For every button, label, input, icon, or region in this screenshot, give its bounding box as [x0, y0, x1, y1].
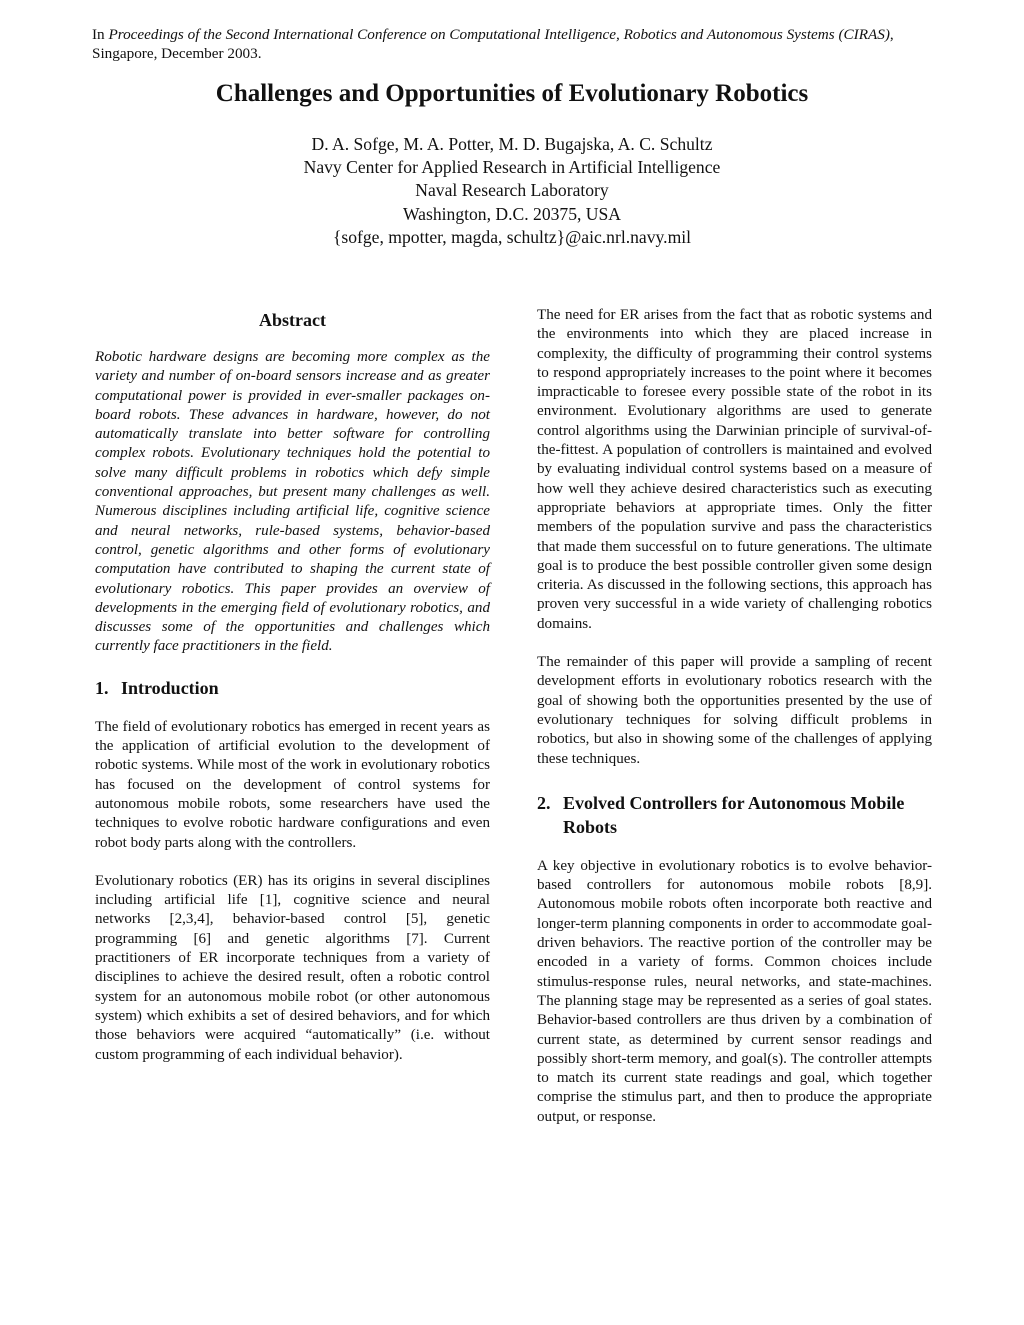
author-institution: Naval Research Laboratory: [415, 180, 609, 201]
author-block: [0, 133, 1024, 249]
abstract-heading: Abstract: [259, 310, 326, 330]
section-1-number: 1.: [95, 677, 109, 698]
author-names: D. A. Sofge, M. A. Potter, M. D. Bugajska, A. C. Schultz: [311, 134, 713, 154]
left-column: [95, 308, 490, 1065]
intro-paragraph-4: The remainder of this paper will provide a sampling of recent development efforts in evolutionary robotics research with the goal of showing both the opportunities presented by the use of evolutionary techniques for solving difficult problems in robotics, but also in showing some of the challenges of applying these techniques.: [537, 654, 932, 767]
author-location: Washington, D.C. 20375, USA: [402, 203, 622, 224]
publication-note-prefix: In: [92, 26, 109, 43]
section-1-heading: [95, 676, 490, 700]
publication-note: [92, 25, 922, 63]
publication-venue: Proceedings of the Second International Conference on Computational Intelligence, Robotics and Autonomous Systems (CIRAS): [108, 26, 890, 43]
section-2-heading: [537, 791, 932, 839]
intro-paragraph-2: Evolutionary robotics (ER) has its origins in several disciplines including artificial life [1], cognitive science and neural networks [2,3,4], behavior-based control [5], genetic programming [6] and genetic algorithms [7]. Current practitioners of ER incorporate techniques from a variety of disciplines to achieve the desired result, often a robotic control system for an autonomous mobile robot (or other autonomous system) which exhibits a set of desired behaviors, and for which those behaviors were acquired “automatically” (i.e. without custom programming of each individual behavior).: [95, 872, 490, 1063]
section-2-paragraph-1: A key objective in evolutionary robotics is to evolve behavior-based controllers for autonomous mobile robots [8,9]. Autonomous mobile robots often incorporate both reactive and longer-term planning components in order to accommodate goal-driven behaviors. The reactive portion of the controller may be encoded in a variety of forms. Common choices include stimulus-response rules, neural networks, and state-machines. The planning stage may be represented as a series of goal states. Behavior-based controllers are thus driven by a combination of current state, as determined by current sensor readings and possibly short-term memory, and goal(s). The controller attempts to match its current state readings and goal, which together comprise the stimulus part, and then to produce the appropriate output, or response.: [537, 857, 932, 1125]
intro-paragraph-3: The need for ER arises from the fact that as robotic systems and the environments into which they are placed increase in complexity, the difficulty of programming their control systems to respond appropriately increases to the point where it becomes impracticable to foresee every possible state of the robot in its environment. Evolutionary algorithms are used to generate control algorithms using the Darwinian principle of survival-of-the-fittest. A population of controllers is maintained and evolved by evaluating individual control systems based on a measure of how well they achieve desired characteristics such as executing appropriate behaviors at appropriate times. Only the fitter members of the population survive and pass the characteristics that made them successful on to future generations. The ultimate goal is to produce the best possible controller given some design criteria. As discussed in the following sections, this approach has proven very successful in a wide variety of challenging robotics domains.: [537, 307, 932, 632]
abstract-text: Robotic hardware designs are becoming more complex as the variety and number of on-board sensors increase and as greater computational power is provided in ever-smaller packages on-board robots. These advances in hardware, however, do not automatically translate into better software for controlling complex robots. Evolutionary techniques hold the potential to solve many difficult problems in robotics which defy simple conventional approaches, but present many challenges as well. Numerous disciplines including artificial life, cognitive science and neural networks, rule-based systems, behavior-based control, genetic algorithms and other forms of evolutionary computation have contributed to shaping the current state of evolutionary robotics. This paper provides an overview of developments in the emerging field of evolutionary robotics, and discusses some of the opportunities and challenges which currently face practitioners in the field.: [95, 349, 490, 655]
paper-title: Challenges and Opportunities of Evolutionary Robotics: [215, 80, 809, 107]
right-column: [537, 306, 932, 1127]
author-affiliation: Navy Center for Applied Research in Artificial Intelligence: [303, 157, 721, 178]
section-2-number: 2.: [537, 792, 551, 813]
author-emails: {sofge, mpotter, magda, schultz}@aic.nrl.navy.mil: [332, 226, 692, 247]
section-2-title: Evolved Controllers for Autonomous Mobile Robots: [563, 792, 905, 837]
section-1-title: Introduction: [121, 677, 219, 698]
publication-note-suffix: , Singapore, December 2003.: [92, 26, 894, 62]
intro-paragraph-1: The field of evolutionary robotics has emerged in recent years as the application of artificial evolution to the development of robotic systems. While most of the work in evolutionary robotics has focused on the development of control systems for autonomous mobile robots, some researchers have used the techniques to evolve robotic hardware configurations and even robot body parts along with the controllers.: [95, 718, 490, 851]
